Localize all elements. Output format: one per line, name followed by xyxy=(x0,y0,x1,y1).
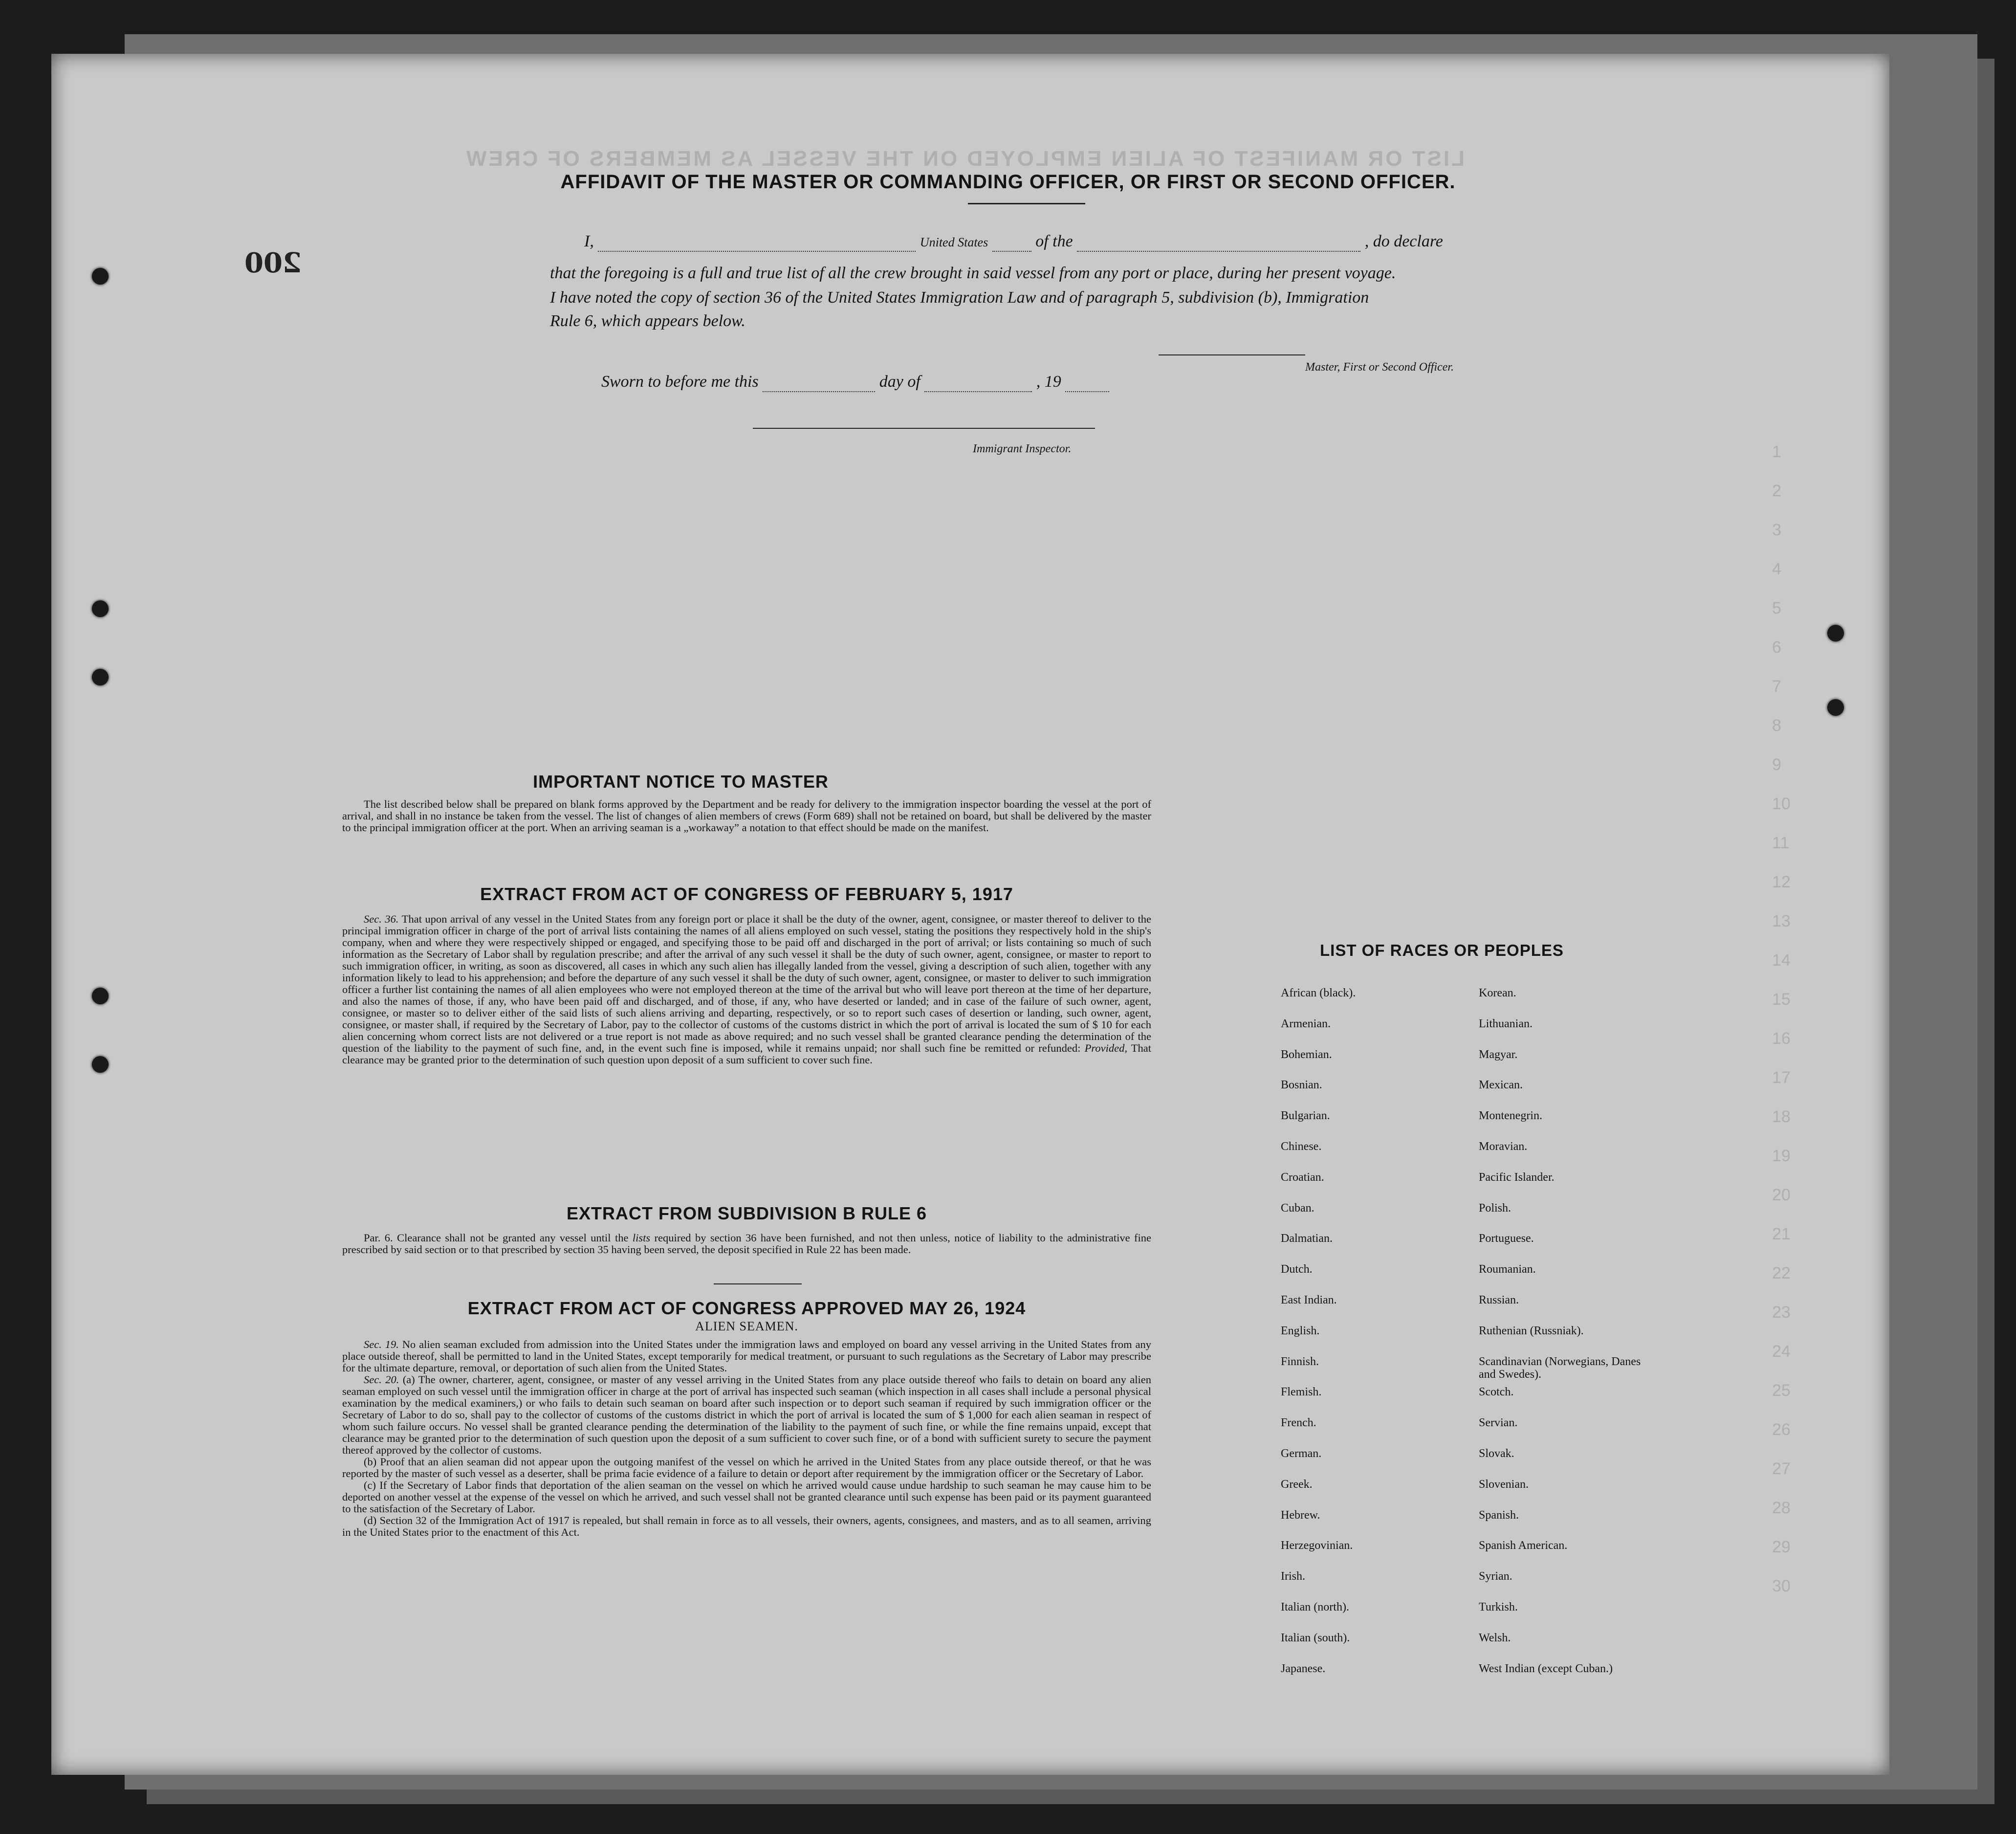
inspector-label: Immigrant Inspector. xyxy=(973,442,1072,455)
race-item: Greek. xyxy=(1281,1478,1313,1491)
ghost-row-number: 3 xyxy=(1772,521,1781,539)
sec36-text-end: That clearance may be granted prior to the determination of such question upon deposit of a sum sufficient to cover such fine. xyxy=(342,1042,1152,1066)
race-item: Spanish. xyxy=(1479,1508,1519,1522)
race-item: Welsh. xyxy=(1479,1631,1511,1644)
day-of-label: day of xyxy=(879,373,920,391)
ghost-row-number: 28 xyxy=(1772,1499,1791,1517)
notice-title: IMPORTANT NOTICE TO MASTER xyxy=(533,772,829,792)
ghost-row-number: 14 xyxy=(1772,951,1791,970)
race-item: Herzegovinian. xyxy=(1281,1539,1353,1552)
ghost-row-number: 13 xyxy=(1772,912,1791,930)
race-item: Portuguese. xyxy=(1479,1232,1534,1245)
ghost-row-number: 6 xyxy=(1772,638,1781,657)
act1917-paragraph xyxy=(342,913,1151,1066)
race-item: Italian (south). xyxy=(1281,1631,1350,1644)
ghost-row-number: 24 xyxy=(1772,1342,1791,1361)
affidavit-title: AFFIDAVIT OF THE MASTER OR COMMANDING OFFICER, OR FIRST OR SECOND OFFICER. xyxy=(560,171,1456,193)
punch-hole xyxy=(92,600,109,617)
name-field-value: United States xyxy=(920,235,988,249)
race-item: West Indian (except Cuban.) xyxy=(1479,1662,1613,1675)
ghost-row-number: 23 xyxy=(1772,1303,1791,1322)
race-item: Magyar. xyxy=(1479,1048,1518,1061)
ghost-row-number: 5 xyxy=(1772,599,1781,618)
title-divider xyxy=(968,203,1085,204)
punch-hole xyxy=(1827,699,1844,716)
race-item: Russian. xyxy=(1479,1294,1519,1306)
race-item: Italian (north). xyxy=(1281,1601,1349,1613)
ghost-row-number: 25 xyxy=(1772,1381,1791,1400)
ghost-row-number: 12 xyxy=(1772,873,1791,891)
race-item: Irish. xyxy=(1281,1570,1305,1583)
rule6-title: EXTRACT FROM SUBDIVISION B RULE 6 xyxy=(566,1203,927,1223)
race-item: East Indian. xyxy=(1281,1294,1337,1306)
sworn-label: Sworn to before me this xyxy=(601,373,759,391)
month-field[interactable] xyxy=(924,373,1032,392)
affidavit-line3: I have noted the copy of section 36 of the United States Immigration Law and of paragraph 5, subdivision (b), Immigration xyxy=(550,288,1369,307)
ghost-row-number: 26 xyxy=(1772,1420,1791,1439)
race-item: Dalmatian. xyxy=(1281,1232,1333,1245)
ghost-row-number: 15 xyxy=(1772,990,1791,1009)
ghost-header: LIST OR MANIFEST OF ALIEN EMPLOYED ON THE VESSEL AS MEMBERS OF CREW xyxy=(464,147,1465,171)
ghost-row-number: 17 xyxy=(1772,1068,1791,1087)
name-field-tail[interactable] xyxy=(992,232,1031,252)
affidavit-line1 xyxy=(584,232,1498,252)
ghost-row-number: 19 xyxy=(1772,1147,1791,1165)
race-item: Syrian. xyxy=(1479,1570,1512,1583)
sec19-text: No alien seaman excluded from admission into the United States under the immigration laws and employed on board any vessel arriving in the United States from any place outside thereof, shall be permitted to land in the United States, except temporarily for medical treatment, or pursuant to such regulations as the Secretary of Labor may prescribe for the ultimate departure, removal, or deportation of such alien from the United States. xyxy=(342,1338,1151,1374)
ghost-row-number: 1 xyxy=(1772,442,1781,461)
ghost-row-number: 29 xyxy=(1772,1538,1791,1556)
rule6-text xyxy=(342,1232,1151,1256)
race-item: English. xyxy=(1281,1324,1320,1337)
do-declare-label: , do declare xyxy=(1364,232,1443,250)
lists-label: lists xyxy=(632,1232,651,1244)
year-field[interactable] xyxy=(1065,373,1109,392)
ghost-row-number: 7 xyxy=(1772,677,1781,696)
race-item: Flemish. xyxy=(1281,1386,1322,1399)
provided-label: Provided, xyxy=(1084,1042,1127,1054)
act1924-title: EXTRACT FROM ACT OF CONGRESS APPROVED MAY 26, 1924 xyxy=(467,1298,1026,1318)
affidavit-line2: that the foregoing is a full and true list of all the crew brought in said vessel from any port or place, during her present voyage. xyxy=(550,264,1396,282)
race-item: French. xyxy=(1281,1416,1316,1430)
sworn-line xyxy=(601,373,1237,392)
notice-paragraph: The list described below shall be prepared on blank forms approved by the Department and be ready for delivery to the immigration inspector boarding the vessel at the port of arrival, and shall in no instance be taken from the vessel. The list of changes of alien members of crews (Form 689) shall not be retained on board, but shall be delivered by the master to the principal immigration officer at the port. When an arriving seaman is a „workaway” a notation to that effect should be made on the manifest. xyxy=(342,798,1151,834)
punch-hole xyxy=(92,268,109,285)
master-signature-line[interactable] xyxy=(1159,354,1305,355)
sec19-label: Sec. 19. xyxy=(364,1338,399,1350)
sec36-label: Sec. 36. xyxy=(364,913,399,925)
vessel-field[interactable] xyxy=(1077,232,1360,252)
race-item: African (black). xyxy=(1281,987,1356,999)
race-item: Scotch. xyxy=(1479,1386,1514,1399)
race-item: Armenian. xyxy=(1281,1017,1331,1030)
day-field[interactable] xyxy=(763,373,875,392)
race-item: German. xyxy=(1281,1447,1322,1460)
sec20-label: Sec. 20. xyxy=(364,1373,399,1386)
section-divider xyxy=(714,1283,802,1284)
race-item: Bohemian. xyxy=(1281,1048,1332,1061)
sec36-text: That upon arrival of any vessel in the United States from any foreign port or place it shall be the duty of the owner, agent, consignee, or master thereof to deliver to the principal immigration officer in charge of the port of arrival lists containing the names of all aliens employed on such vessel, stating the positions they respectively hold in the ship's company, when and where they were respectively shipped or engaged, and specifying those to be paid off and discharged in the port of arrival; or lists containing so much of such information as the Secretary of Labor shall by regulation prescribe; and after the arrival of any such vessel it shall be the duty of such owner, agent, consignee, or master to report to such immigration officer, in writing, as soon as discovered, all cases in which any such alien has illegally landed from the vessel, giving a description of such alien, together with any information likely to lead to his apprehension; and before the departure of any such vessel it shall be the duty of such owner, agent, consignee, or master to deliver to such immigration officer a further list containing the names of all alien employees who were not employed thereon at the time of the arrival but who will leave port thereon at the time of her departure, and also the names of those, if any, who have been paid off and discharged, and of those, if any, who have deserted or landed; and in case of the failure of such owner, agent, consignee, or master so to deliver either of the said lists of such aliens arriving and departing, respectively, or so to report such cases of desertion or landing, such owner, agent, consignee, or master shall, if required by the Secretary of Labor, pay to the collector of customs of the customs district in which the port of arrival is located the sum of $ 10 for each alien concerning whom correct lists are not delivered or a true report is not made as above required; and no such vessel shall be granted clearance pending the determination of the question of the liability to the payment of such fine, and, in the event such fine is imposed, while it remains unpaid; nor shall such fine be remitted or refunded: xyxy=(342,913,1151,1054)
act1917-text xyxy=(342,913,1151,1066)
i-label: I, xyxy=(584,232,594,250)
act1924-text xyxy=(342,1339,1151,1538)
ghost-row-number: 22 xyxy=(1772,1264,1791,1282)
race-item: Slovenian. xyxy=(1479,1478,1529,1491)
race-item: Mexican. xyxy=(1479,1079,1523,1092)
races-title: LIST OF RACES OR PEOPLES xyxy=(1320,941,1564,959)
race-item: Croatian. xyxy=(1281,1171,1324,1184)
sec19-paragraph xyxy=(342,1339,1151,1374)
race-item: Bosnian. xyxy=(1281,1079,1322,1092)
race-item: Bulgarian. xyxy=(1281,1109,1330,1123)
punch-hole xyxy=(92,669,109,685)
race-item: Polish. xyxy=(1479,1201,1512,1215)
punch-hole xyxy=(92,988,109,1004)
act1917-title: EXTRACT FROM ACT OF CONGRESS OF FEBRUARY 5, 1917 xyxy=(480,884,1013,904)
ghost-row-number: 16 xyxy=(1772,1029,1791,1048)
race-item: Ruthenian (Russniak). xyxy=(1479,1324,1584,1337)
ghost-row-number: 18 xyxy=(1772,1107,1791,1126)
race-item: Chinese. xyxy=(1281,1140,1322,1153)
ghost-row-number: 4 xyxy=(1772,560,1781,578)
ghost-row-number: 20 xyxy=(1772,1186,1791,1204)
race-item: Servian. xyxy=(1479,1416,1518,1430)
of-the-label: of the xyxy=(1035,232,1073,250)
ghost-row-number: 27 xyxy=(1772,1459,1791,1478)
act1924-subtitle: ALIEN SEAMEN. xyxy=(695,1319,798,1333)
punch-hole xyxy=(92,1056,109,1073)
race-item: Pacific Islander. xyxy=(1479,1171,1555,1184)
race-item: Korean. xyxy=(1479,987,1516,999)
ghost-row-number: 21 xyxy=(1772,1225,1791,1243)
race-item: Spanish American. xyxy=(1479,1539,1568,1552)
master-label: Master, First or Second Officer. xyxy=(1305,361,1454,374)
race-item: Lithuanian. xyxy=(1479,1017,1533,1030)
ghost-row-number: 2 xyxy=(1772,482,1781,500)
year-label: , 19 xyxy=(1036,373,1061,391)
handwritten-sheet-number: 200 xyxy=(244,247,302,279)
name-field[interactable] xyxy=(598,232,916,252)
race-item: Scandinavian (Norwegians, Danes and Swedes). xyxy=(1479,1355,1641,1381)
race-item: Hebrew. xyxy=(1281,1508,1320,1522)
sec20d-paragraph: (d) Section 32 of the Immigration Act of 1917 is repealed, but shall remain in force as to all vessels, their owners, agents, consignees, and masters, and as to all seamen, arriving in the United States prior to the enactment of this Act. xyxy=(342,1514,1151,1538)
ghost-row-number: 30 xyxy=(1772,1577,1791,1595)
race-item: Cuban. xyxy=(1281,1201,1315,1215)
sec20c-paragraph: (c) If the Secretary of Labor finds that deportation of the alien seaman on the vessel on which he arrived would cause undue hardship to such seaman he may cause him to be deported on another vessel at the expense of the vessel on which he arrived, and such vessel shall not be granted clearance until such expense has been paid or its payment guaranteed to the satisfaction of the Secretary of Labor. xyxy=(342,1479,1151,1515)
affidavit-line4: Rule 6, which appears below. xyxy=(550,312,745,330)
rule6-text-b: required by section 36 have been furnished, and not then unless, notice of liability to the administrative fine prescribed by said section or to that prescribed by section 35 having been served, the deposit specified in Rule 22 has been made. xyxy=(342,1232,1152,1256)
ghost-row-number: 9 xyxy=(1772,755,1781,774)
ghost-row-number: 8 xyxy=(1772,716,1781,735)
rule6-paragraph xyxy=(342,1232,1151,1256)
sec20b-paragraph: (b) Proof that an alien seaman did not appear upon the outgoing manifest of the vessel on which he arrived in the United States from any place outside thereof, or that he was reported by the master of such vessel as a deserter, shall be prima facie evidence of a failure to detain or deport after requirement by the immigration officer or the Secretary of Labor. xyxy=(342,1456,1151,1480)
rule6-text-a: Par. 6. Clearance shall not be granted any vessel until the xyxy=(364,1232,629,1244)
sec20a-text: (a) The owner, charterer, agent, consignee, or master of any vessel arriving in the United States from any place outside thereof who fails to detain on board any alien seaman employed on such vessel until the immigration officer in charge at the port of arrival has inspected such seaman (which inspection in all cases shall include a personal physical examination by the medical examiners,) or who fails to detain such seaman on board after such inspection or to deport such seaman if required by such immigration officer or the Secretary of Labor to do so, shall pay to the collector of customs of the customs district in which the port of arrival is located the sum of $ 1,000 for each alien seaman in respect of whom such failure occurs. No vessel shall be granted clearance pending the determination of the liability to the payment of such fine, or while the fine remains unpaid, except that clearance may be granted prior to the determination of such question upon the deposit of a sum sufficient to cover such fine, or of a bond with sufficient surety to secure the payment thereof approved by the collector of customs. xyxy=(342,1373,1151,1456)
race-item: Finnish. xyxy=(1281,1355,1319,1368)
race-item: Slovak. xyxy=(1479,1447,1514,1460)
race-item: Turkish. xyxy=(1479,1601,1518,1613)
inspector-signature-line[interactable] xyxy=(753,428,1095,429)
race-item: Dutch. xyxy=(1281,1263,1313,1276)
ghost-row-number: 10 xyxy=(1772,795,1791,813)
race-item: Montenegrin. xyxy=(1479,1109,1542,1123)
race-item: Japanese. xyxy=(1281,1662,1326,1675)
ghost-row-number: 11 xyxy=(1772,834,1790,852)
race-item: Roumanian. xyxy=(1479,1263,1536,1276)
punch-hole xyxy=(1827,625,1844,641)
sec20a-paragraph xyxy=(342,1374,1151,1456)
race-item: Moravian. xyxy=(1479,1140,1528,1153)
notice-text xyxy=(342,798,1151,834)
